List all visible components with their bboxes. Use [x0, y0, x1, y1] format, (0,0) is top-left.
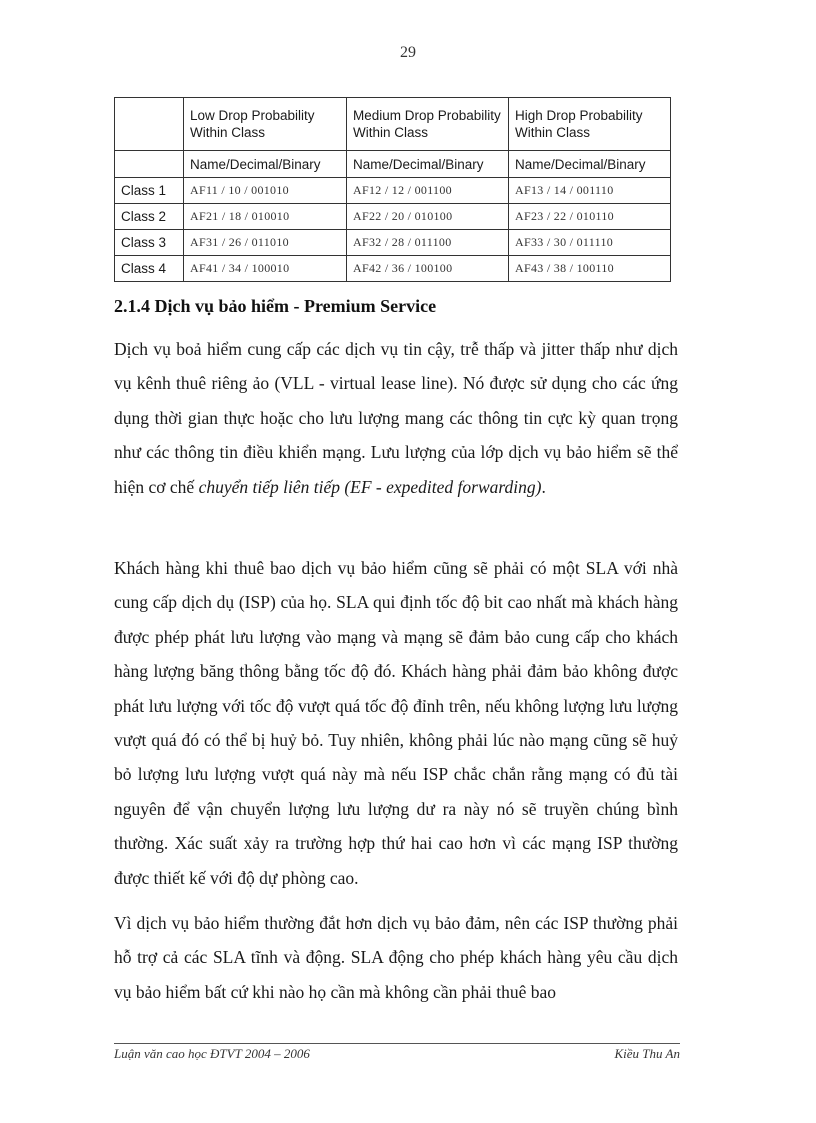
paragraph-premium-intro: [114, 332, 678, 504]
table-cell: AF11 / 10 / 001010: [184, 178, 347, 204]
paragraph-dynamic-sla: Vì dịch vụ bảo hiểm thường đắt hơn dịch vụ bảo đảm, nên các ISP thường phải hỗ trợ cả các SLA tĩnh và động. SLA động cho phép khách hàng yêu cầu dịch vụ bảo hiểm bất cứ khi nào họ cần mà không cần phải thuê bao: [114, 913, 678, 1002]
table-header-row: [115, 98, 671, 151]
class-label: Class 4: [115, 256, 184, 282]
table-cell: AF12 / 12 / 001100: [347, 178, 509, 204]
af-class-table: [114, 97, 671, 282]
table-row: [115, 204, 671, 230]
subheader-cell: Name/Decimal/Binary: [184, 151, 347, 178]
table-corner-cell: [115, 98, 184, 151]
class-label: Class 3: [115, 230, 184, 256]
class-label: Class 2: [115, 204, 184, 230]
page-number: 29: [400, 44, 416, 61]
table-cell: AF41 / 34 / 100010: [184, 256, 347, 282]
footer-thesis-title: Luận văn cao học ĐTVT 2004 – 2006: [114, 1046, 310, 1061]
subheader-cell: Name/Decimal/Binary: [347, 151, 509, 178]
footer-divider: [114, 1043, 680, 1044]
table-row: [115, 256, 671, 282]
table-cell: AF33 / 30 / 011110: [509, 230, 671, 256]
table-cell: AF21 / 18 / 010010: [184, 204, 347, 230]
subheader-cell: Name/Decimal/Binary: [509, 151, 671, 178]
table-row: [115, 230, 671, 256]
paragraph-italic-term: chuyển tiếp liên tiếp (EF - expedited forwarding): [198, 476, 542, 497]
table-cell: AF23 / 22 / 010110: [509, 204, 671, 230]
table-cell: AF43 / 38 / 100110: [509, 256, 671, 282]
table-subheader-row: [115, 151, 671, 178]
header-high-drop: High Drop Probability Within Class: [509, 98, 671, 151]
header-medium-drop: Medium Drop Probability Within Class: [347, 98, 509, 151]
paragraph-text: Dịch vụ boả hiểm cung cấp các dịch vụ tin cậy, trễ thấp và jitter thấp như dịch vụ kênh thuê riêng ảo (VLL - virtual lease line). Nó được sử dụng cho các ứng dụng thời gian thực hoặc cho lưu lượng mang các thông tin cực kỳ quan trọng như các thông tin điều khiển mạng. Lưu lượng của lớp dịch vụ bảo hiểm sẽ thể hiện cơ chế: [114, 339, 678, 497]
footer-author: Kiều Thu An: [614, 1046, 680, 1061]
class-label: Class 1: [115, 178, 184, 204]
paragraph-sla: Khách hàng khi thuê bao dịch vụ bảo hiểm cũng sẽ phải có một SLA với nhà cung cấp dịch dụ (ISP) của họ. SLA qui định tốc độ bit cao nhất mà khách hàng được phép phát lưu lượng vào mạng và mạng sẽ đảm bảo cung cấp cho khách hàng lượng băng thông bằng tốc độ đó. Khách hàng phải đảm bảo không được phát lưu lượng với tốc độ vượt quá tốc độ đỉnh trên, nếu không lượng lưu lượng vượt quá đó có thể bị huỷ bỏ. Tuy nhiên, không phải lúc nào mạng cũng sẽ huỷ bỏ lượng lưu lượng vượt quá này mà nếu ISP chắc chắn rằng mạng có đủ tài nguyên để vận chuyển lượng lưu lượng dư ra này nó sẽ truyền chúng bình thường. Xác suất xảy ra trường hợp thứ hai cao hơn vì các mạng ISP thường được thiết kế với độ dự phòng cao.: [114, 558, 678, 888]
subheader-empty-cell: [115, 151, 184, 178]
table-cell: AF42 / 36 / 100100: [347, 256, 509, 282]
table-row: [115, 178, 671, 204]
section-heading: 2.1.4 Dịch vụ bảo hiểm - Premium Service: [114, 296, 437, 316]
table-cell: AF31 / 26 / 011010: [184, 230, 347, 256]
paragraph-text-end: .: [541, 476, 546, 497]
header-low-drop: Low Drop Probability Within Class: [184, 98, 347, 151]
table-cell: AF22 / 20 / 010100: [347, 204, 509, 230]
table-cell: AF13 / 14 / 001110: [509, 178, 671, 204]
table-cell: AF32 / 28 / 011100: [347, 230, 509, 256]
